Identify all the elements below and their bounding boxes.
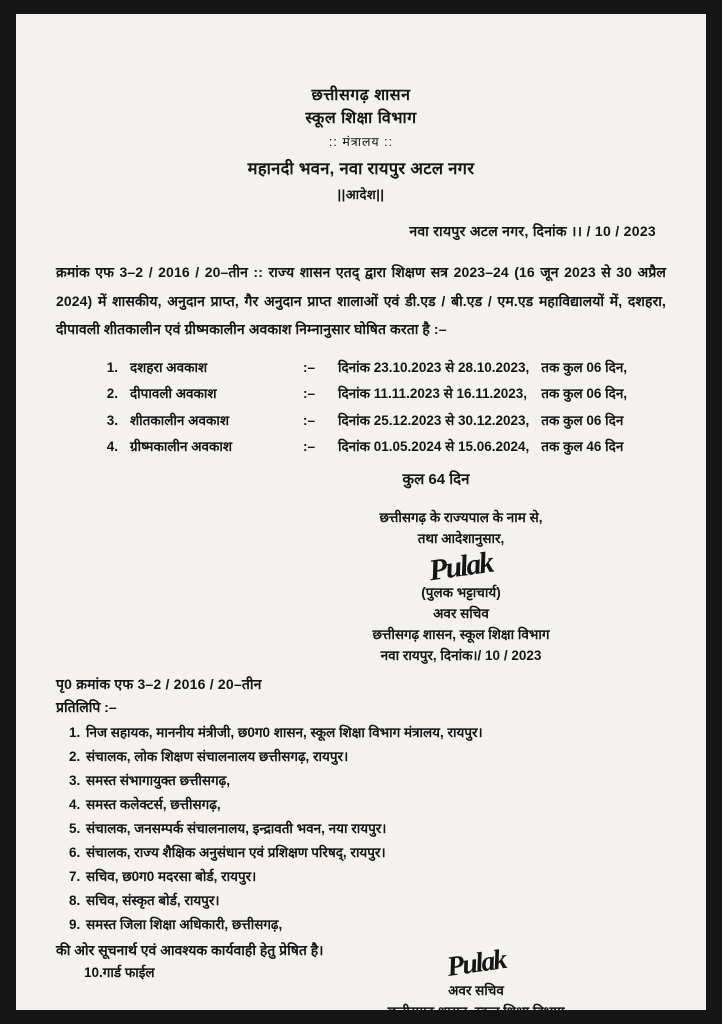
issue-place-date: नवा रायपुर अटल नगर, दिनांक ।। / 10 / 2023: [409, 222, 656, 239]
row-serial: 1.: [106, 359, 118, 375]
row-dash: :–: [302, 439, 315, 455]
row-date-range: दिनांक 01.05.2024 से 15.06.2024,: [338, 439, 530, 455]
endorsement-recipient-list: [56, 721, 666, 937]
list-item: 2. संचालक, लोक शिक्षण संचालनालय छत्तीसगढ़, रायपुर।: [84, 745, 666, 769]
row-serial: 3.: [106, 412, 118, 428]
office-address: महानदी भवन, नवा रायपुर अटल नगर: [247, 160, 475, 179]
guard-file-entry: 10.गार्ड फाईल: [84, 965, 155, 981]
handwritten-signature-icon: Pulak: [444, 943, 508, 983]
footer-signatory-designation: अवर सचिव: [448, 982, 504, 998]
order-title: ||आदेश||: [337, 186, 385, 202]
ministry-name: :: मंत्रालय ::: [328, 135, 394, 150]
signatory-department: छत्तीसगढ़ शासन, स्कूल शिक्षा विभाग: [372, 627, 550, 642]
list-item: 5. संचालक, जनसम्पर्क संचालनालय, इन्द्रावती भवन, नया रायपुर।: [84, 817, 666, 841]
handwritten-signature-icon: Pulak: [427, 545, 495, 588]
order-body-paragraph: क्रमांक एफ 3–2 / 2016 / 20–तीन :: राज्य शासन एतद् द्वारा शिक्षण सत्र 2023–24 (16 जून 2023 से 30 अप्रैल 2024) में शासकीय, अनुदान प्राप्त, गैर अनुदान प्राप्त शालाओं एवं डी.एड / बी.एड / एम.एड महाविद्यालयों में, दशहरा, दीपावली शीतकालीन एवं ग्रीष्मकालीन अवकाश निम्नानुसार घोषित करता है :–: [56, 263, 666, 338]
row-date-range: दिनांक 25.12.2023 से 30.12.2023,: [338, 412, 530, 428]
signatory-name: (पुलक भट्टाचार्य): [421, 585, 501, 601]
list-item: 1. निज सहायक, माननीय मंत्रीजी, छ0ग0 शासन, स्कूल शिक्षा विभाग मंत्रालय, रायपुर।: [84, 721, 666, 745]
list-item: 6. संचालक, राज्य शैक्षिक अनुसंधान एवं प्रशिक्षण परिषद्, रायपुर।: [84, 841, 666, 865]
grand-total-days: कुल 64 दिन: [402, 471, 470, 489]
row-date-range: दिनांक 11.11.2023 से 16.11.2023,: [338, 386, 528, 402]
row-holiday-name: ग्रीष्मकालीन अवकाश: [130, 439, 233, 455]
table-row: [90, 407, 633, 434]
row-total-days: तक कुल 06 दिन,: [541, 386, 628, 402]
row-dash: :–: [302, 359, 315, 375]
row-holiday-name: दीपावली अवकाश: [130, 386, 217, 402]
row-dash: :–: [302, 412, 315, 428]
row-serial: 2.: [106, 386, 118, 402]
table-row: [90, 354, 633, 381]
row-holiday-name: दशहरा अवकाश: [130, 359, 208, 375]
footer-signatory-department: छत्तीसगढ़ शासन, स्कूल शिक्षा विभाग: [387, 1004, 565, 1020]
holiday-list-table: [90, 354, 633, 460]
department-name: स्कूल शिक्षा विभाग: [305, 110, 417, 128]
row-total-days: तक कुल 46 दिन: [541, 439, 624, 455]
endorsement-reference-number: पृ0 क्रमांक एफ 3–2 / 2016 / 20–तीन: [56, 675, 262, 692]
table-row: [90, 434, 633, 461]
row-dash: :–: [302, 386, 315, 402]
row-serial: 4.: [106, 439, 118, 455]
authority-signature-block: [56, 508, 666, 666]
government-name: छत्तीसगढ़ शासन: [311, 87, 411, 104]
row-total-days: तक कुल 06 दिन: [541, 412, 624, 428]
governor-order-line-1: छत्तीसगढ़ के राज्यपाल के नाम से,: [379, 510, 543, 526]
signatory-designation: अवर सचिव: [433, 606, 489, 622]
signatory-place-date: नवा रायपुर, दिनांक।/ 10 / 2023: [380, 647, 542, 663]
row-date-range: दिनांक 23.10.2023 से 28.10.2023,: [338, 359, 530, 375]
row-total-days: तक कुल 06 दिन,: [541, 359, 628, 375]
scanned-document-sheet: [16, 14, 706, 1020]
endorsement-label: प्रतिलिपि :–: [56, 699, 117, 716]
table-row: [90, 381, 633, 408]
row-holiday-name: शीतकालीन अवकाश: [130, 412, 229, 428]
list-item: 3. समस्त संभागायुक्त छत्तीसगढ़,: [84, 769, 666, 793]
endorsement-closing-line: की ओर सूचनार्थ एवं आवश्यक कार्यवाही हेतु प्रेषित है।: [56, 941, 324, 958]
list-item: 4. समस्त कलेक्टर्स, छत्तीसगढ़,: [84, 793, 666, 817]
governor-order-line-2: तथा आदेशानुसार,: [417, 531, 505, 547]
list-item: 8. सचिव, संस्कृत बोर्ड, रायपुर।: [84, 889, 666, 913]
list-item: 7. सचिव, छ0ग0 मदरसा बोर्ड, रायपुर।: [84, 865, 666, 889]
list-item: 9. समस्त जिला शिक्षा अधिकारी, छत्तीसगढ़,: [84, 913, 666, 937]
